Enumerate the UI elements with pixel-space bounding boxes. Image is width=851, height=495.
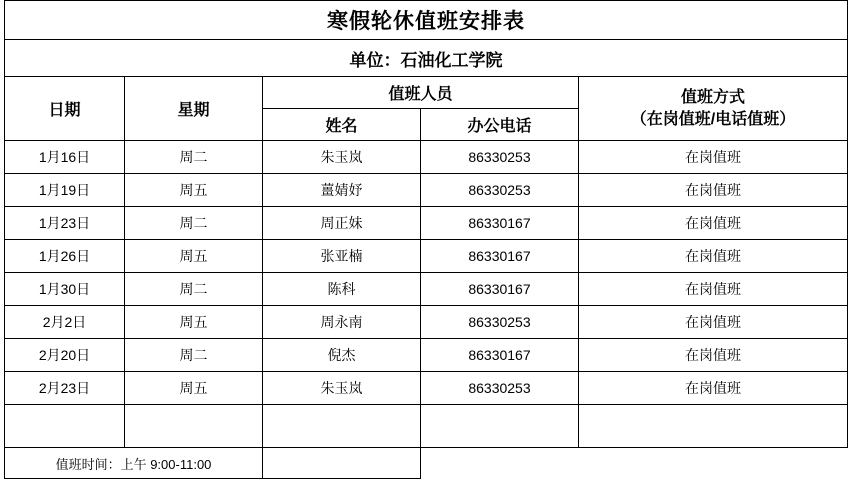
cell-duty-mode: 在岗值班: [579, 273, 848, 306]
header-duty-mode: [579, 77, 848, 141]
cell-date: 1月26日: [5, 240, 125, 273]
cell-duty-mode: 在岗值班: [579, 306, 848, 339]
table-row: [5, 141, 848, 174]
cell-phone: 86330253: [421, 141, 579, 174]
header-duty-mode-line1: 值班方式: [681, 88, 746, 106]
cell-name: 朱玉岚: [263, 372, 421, 405]
blank-cell-mode: [579, 405, 848, 448]
duty-schedule-table: [4, 0, 848, 479]
cell-name: 倪杰: [263, 339, 421, 372]
table-row: [5, 372, 848, 405]
cell-date: 2月20日: [5, 339, 125, 372]
table-row: [5, 306, 848, 339]
blank-cell-name: [263, 405, 421, 448]
blank-cell-date: [5, 405, 125, 448]
cell-phone: 86330167: [421, 240, 579, 273]
table-row: [5, 273, 848, 306]
cell-date: 1月16日: [5, 141, 125, 174]
header-duty-mode-line2: （在岗值班/电话值班）: [630, 110, 796, 128]
document-title: 寒假轮休值班安排表: [5, 1, 848, 40]
blank-cell-weekday: [125, 405, 263, 448]
header-weekday: 星期: [125, 77, 263, 141]
cell-weekday: 周五: [125, 174, 263, 207]
header-office-phone: 办公电话: [421, 109, 579, 141]
cell-weekday: 周二: [125, 141, 263, 174]
cell-date: 1月19日: [5, 174, 125, 207]
title-row: [5, 1, 848, 40]
header-row-primary: [5, 77, 848, 109]
cell-date: 2月23日: [5, 372, 125, 405]
cell-duty-mode: 在岗值班: [579, 141, 848, 174]
cell-duty-mode: 在岗值班: [579, 174, 848, 207]
unit-label: 单位：石油化工学院: [5, 40, 848, 77]
footer-cell-name: [263, 448, 421, 479]
cell-weekday: 周五: [125, 306, 263, 339]
cell-phone: 86330253: [421, 372, 579, 405]
cell-weekday: 周五: [125, 240, 263, 273]
cell-weekday: 周五: [125, 372, 263, 405]
table-row: [5, 174, 848, 207]
footer-cell-phone: [421, 448, 579, 479]
table-row: [5, 207, 848, 240]
header-staff-group: 值班人员: [263, 77, 579, 109]
cell-name: 周正妹: [263, 207, 421, 240]
footer-cell-mode: [579, 448, 848, 479]
cell-weekday: 周二: [125, 207, 263, 240]
blank-row: [5, 405, 848, 448]
footer-row: [5, 448, 848, 479]
header-date: 日期: [5, 77, 125, 141]
cell-duty-mode: 在岗值班: [579, 372, 848, 405]
cell-phone: 86330167: [421, 207, 579, 240]
cell-name: 陈科: [263, 273, 421, 306]
table-row: [5, 240, 848, 273]
cell-duty-mode: 在岗值班: [579, 339, 848, 372]
cell-date: 2月2日: [5, 306, 125, 339]
unit-row: [5, 40, 848, 77]
cell-name: 朱玉岚: [263, 141, 421, 174]
cell-date: 1月30日: [5, 273, 125, 306]
cell-phone: 86330253: [421, 174, 579, 207]
header-name: 姓名: [263, 109, 421, 141]
blank-cell-phone: [421, 405, 579, 448]
cell-name: 周永南: [263, 306, 421, 339]
cell-date: 1月23日: [5, 207, 125, 240]
cell-phone: 86330167: [421, 339, 579, 372]
cell-name: 薑婧妤: [263, 174, 421, 207]
table-body: [5, 141, 848, 405]
cell-duty-mode: 在岗值班: [579, 240, 848, 273]
cell-duty-mode: 在岗值班: [579, 207, 848, 240]
cell-name: 张亚楠: [263, 240, 421, 273]
table-row: [5, 339, 848, 372]
cell-phone: 86330167: [421, 273, 579, 306]
cell-phone: 86330253: [421, 306, 579, 339]
cell-weekday: 周二: [125, 273, 263, 306]
duty-time-note: 值班时间：上午 9:00-11:00: [5, 448, 263, 479]
cell-weekday: 周二: [125, 339, 263, 372]
